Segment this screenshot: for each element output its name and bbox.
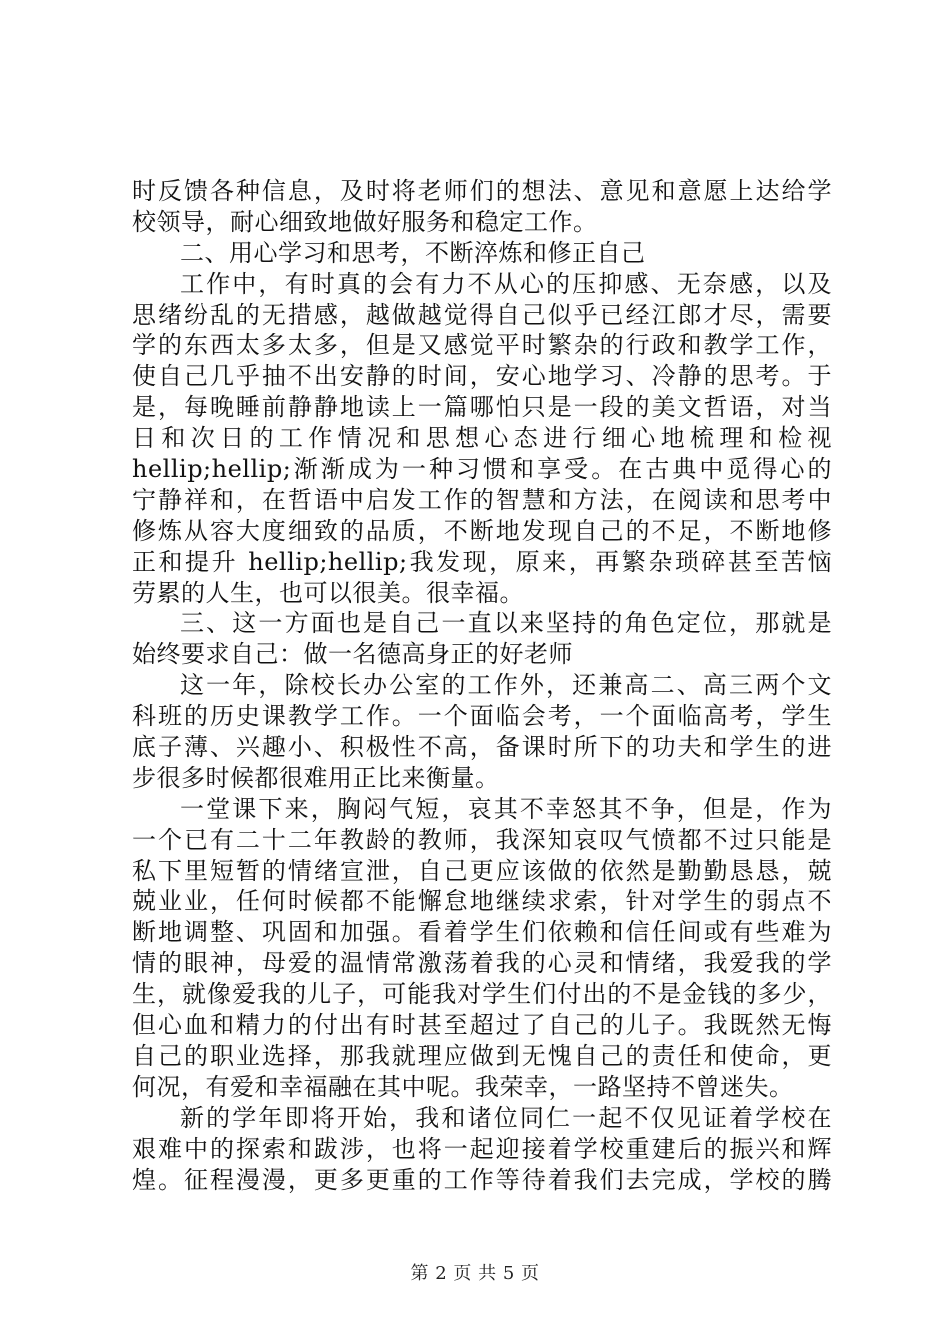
text-line: 兢业业，任何时候都不能懈怠地继续求索，针对学生的弱点不 <box>132 887 832 916</box>
text-line: 但心血和精力的付出有时甚至超过了自己的儿子。我既然无悔 <box>132 1011 832 1040</box>
text-line: 情的眼神，母爱的温情常激荡着我的心灵和情绪，我爱我的学 <box>132 949 832 978</box>
text-line: 科班的历史课教学工作。一个面临会考，一个面临高考，学生 <box>132 702 832 731</box>
text-line: 一堂课下来，胸闷气短，哀其不幸怒其不争，但是，作为 <box>180 794 832 823</box>
text-line: 生，就像爱我的儿子，可能我对学生们付出的不是金钱的多少， <box>132 980 832 1009</box>
text-line: 底子薄、兴趣小、积极性不高，备课时所下的功夫和学生的进 <box>132 733 832 762</box>
text-line: 步很多时候都很难用正比来衡量。 <box>132 763 500 792</box>
text-line: 时反馈各种信息，及时将老师们的想法、意见和意愿上达给学 <box>132 177 832 205</box>
text-line: 新的学年即将开始，我和诸位同仁一起不仅见证着学校在 <box>180 1103 832 1132</box>
text-line: 这一年，除校长办公室的工作外，还兼高二、高三两个文 <box>180 671 832 700</box>
text-line: 使自己几乎抽不出安静的时间，安心地学习、冷静的思考。于 <box>132 362 832 391</box>
text-line: 宁静祥和，在哲语中启发工作的智慧和方法，在阅读和思考中 <box>132 485 832 514</box>
text-line: 学的东西太多太多，但是又感觉平时繁杂的行政和教学工作， <box>132 331 832 360</box>
text-line: hellip;hellip;渐渐成为一种习惯和享受。在古典中觅得心的 <box>132 455 832 484</box>
text-line: 日和次日的工作情况和思想心态进行细心地梳理和检视 <box>132 424 832 453</box>
body-text <box>132 176 832 1195</box>
text-line: 自己的职业选择，那我就理应做到无愧自己的责任和使命，更 <box>132 1041 832 1070</box>
text-line: 何况，有爱和幸福融在其中呢。我荣幸，一路坚持不曾迷失。 <box>132 1072 794 1101</box>
text-line: 私下里短暂的情绪宣泄，自己更应该做的依然是勤勤恳恳，兢 <box>132 856 832 885</box>
text-line: 是，每晚睡前静静地读上一篇哪怕只是一段的美文哲语，对当 <box>132 393 832 422</box>
text-line: 工作中，有时真的会有力不从心的压抑感、无奈感，以及 <box>180 269 832 298</box>
page-footer: 第 2 页 共 5 页 <box>410 1263 540 1284</box>
text-line: 断地调整、巩固和加强。看着学生们依赖和信任间或有些难为 <box>132 918 832 947</box>
text-line: 三、这一方面也是自己一直以来坚持的角色定位，那就是 <box>180 609 832 638</box>
text-line: 一个已有二十二年教龄的教师，我深知哀叹气愤都不过只能是 <box>132 825 832 854</box>
text-line: 校领导，耐心细致地做好服务和稳定工作。 <box>132 207 598 236</box>
text-line: 艰难中的探索和跋涉，也将一起迎接着学校重建后的振兴和辉 <box>132 1134 832 1163</box>
text-line: 二、用心学习和思考，不断淬炼和修正自己 <box>180 238 646 267</box>
text-line: 正和提升 hellip;hellip;我发现，原来，再繁杂琐碎甚至苦恼 <box>132 547 832 576</box>
text-line: 劳累的人生，也可以很美。很幸福。 <box>132 578 524 607</box>
text-line: 始终要求自己：做一名德高身正的好老师 <box>132 640 573 669</box>
text-line: 修炼从容大度细致的品质，不断地发现自己的不足，不断地修 <box>132 516 832 545</box>
text-line: 煌。征程漫漫，更多更重的工作等待着我们去完成，学校的腾 <box>132 1165 832 1194</box>
text-line: 思绪纷乱的无措感，越做越觉得自己似乎已经江郎才尽，需要 <box>132 300 832 329</box>
